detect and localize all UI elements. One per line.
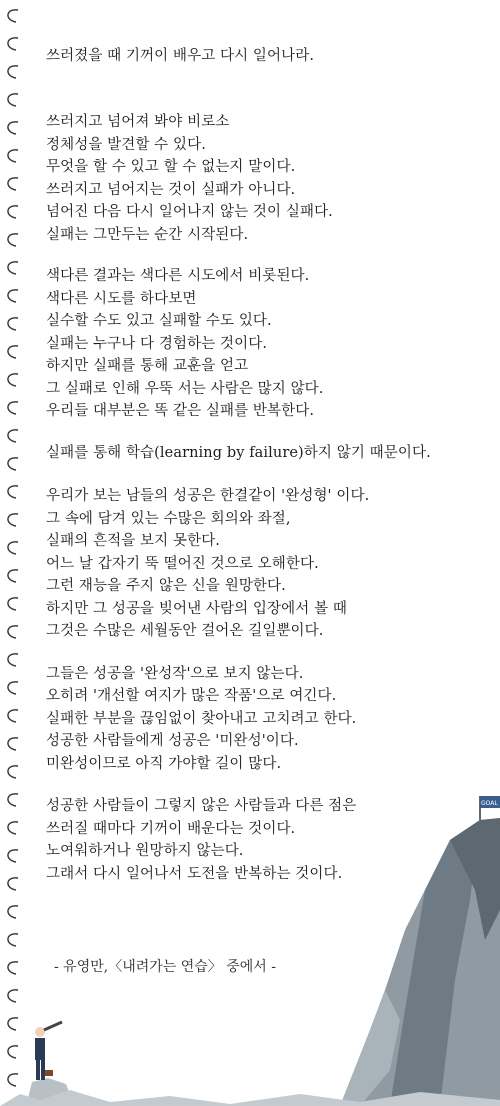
ground-rocks (0, 1080, 500, 1106)
poem-line: 실패는 누구나 다 경험하는 것이다. (46, 336, 268, 352)
poem-line: 그 실패로 인해 우뚝 서는 사람은 많지 않다. (46, 381, 324, 397)
spiral-ring (8, 514, 18, 526)
poem-line: 색다른 결과는 색다른 시도에서 비롯된다. (46, 268, 310, 284)
briefcase-icon (45, 1070, 53, 1076)
poem-line: 실패의 흔적을 보지 못한다. (46, 533, 221, 549)
spiral-ring (8, 682, 18, 694)
spiral-ring (8, 290, 18, 302)
poem-line: 그들은 성공을 '완성작'으로 보지 않는다. (46, 666, 304, 682)
spiral-ring (8, 94, 18, 106)
poem-line: 그런 재능을 주지 않은 신을 원망한다. (46, 578, 286, 594)
poem-line: 실패한 부분을 끊임없이 찾아내고 고치려고 한다. (46, 711, 357, 727)
spiral-ring (8, 934, 18, 946)
poem-line: 하지만 실패를 통해 교훈을 얻고 (46, 358, 249, 374)
spiral-ring (8, 822, 18, 834)
poem-line: 그 속에 담겨 있는 수많은 회의와 좌절, (46, 511, 291, 527)
spiral-ring (8, 122, 18, 134)
spiral-ring (8, 906, 18, 918)
spiral-ring (8, 710, 18, 722)
spiral-ring (8, 598, 18, 610)
poem-line: 그래서 다시 일어나서 도전을 반복하는 것이다. (46, 866, 343, 882)
spiral-ring (8, 178, 18, 190)
spiral-ring (8, 486, 18, 498)
spiral-ring (8, 626, 18, 638)
poem-line: 넘어진 다음 다시 일어나지 않는 것이 실패다. (46, 204, 333, 220)
spiral-ring (8, 990, 18, 1002)
spiral-ring (8, 878, 18, 890)
poem-line: 노여워하거나 원망하지 않는다. (46, 843, 244, 859)
spiral-ring (8, 738, 18, 750)
spiral-ring (8, 570, 18, 582)
mountain-illustration (330, 780, 500, 1106)
poem-line: 우리들 대부분은 똑 같은 실패를 반복한다. (46, 403, 315, 419)
poem-line: 실패는 그만두는 순간 시작된다. (46, 227, 249, 243)
poem-line: 쓰러지고 넘어지는 것이 실패가 아니다. (46, 182, 296, 198)
spiral-ring (8, 318, 18, 330)
poem-line: 하지만 그 성공을 빚어낸 사람의 입장에서 볼 때 (46, 601, 347, 617)
poem-line: 성공한 사람들이 그렇지 않은 사람들과 다른 점은 (46, 798, 357, 814)
spiral-ring (8, 1018, 18, 1030)
spiral-ring (8, 850, 18, 862)
spiral-ring (8, 654, 18, 666)
poem-line: 무엇을 할 수 있고 할 수 없는지 말이다. (46, 159, 296, 175)
poem-line: 오히려 '개선할 여지가 많은 작품'으로 여긴다. (46, 688, 337, 704)
spiral-ring (8, 1046, 18, 1058)
spiral-ring (8, 66, 18, 78)
spiral-ring (8, 402, 18, 414)
spiral-ring (8, 542, 18, 554)
spiral-ring (8, 766, 18, 778)
spiral-ring (8, 10, 18, 22)
poem-line: 우리가 보는 남들의 성공은 한결같이 '완성형' 이다. (46, 488, 370, 504)
poem-line: 쓰러질 때마다 기꺼이 배운다는 것이다. (46, 821, 296, 837)
spiral-ring (8, 430, 18, 442)
poem-line: 쓰러졌을 때 기꺼이 배우고 다시 일어나라. (46, 48, 315, 64)
poem-line: 색다른 시도를 하다보면 (46, 291, 197, 307)
poem-line: 성공한 사람들에게 성공은 '미완성'이다. (46, 733, 299, 749)
spiral-ring (8, 962, 18, 974)
poem-line: 미완성이므로 아직 가야할 길이 많다. (46, 756, 282, 772)
poem-line: 어느 날 갑자기 뚝 떨어진 것으로 오해한다. (46, 556, 319, 572)
spiral-ring (8, 794, 18, 806)
spiral-ring (8, 206, 18, 218)
poem-line: 실패를 통해 학습(learning by failure)하지 않기 때문이다. (46, 445, 431, 461)
poem-line: 그것은 수많은 세월동안 걸어온 길일뿐이다. (46, 623, 324, 639)
spiral-ring (8, 38, 18, 50)
poem-line: 쓰러지고 넘어져 봐야 비로소 (46, 114, 230, 130)
source-citation: - 유영만,〈내려가는 연습〉 중에서 - (54, 959, 276, 975)
flag-label: GOAL (481, 800, 498, 807)
spiral-ring (8, 262, 18, 274)
spiral-ring (8, 346, 18, 358)
telescope-icon (44, 1022, 62, 1030)
spiral-binding (0, 0, 40, 1106)
poem-line: 실수할 수도 있고 실패할 수도 있다. (46, 313, 272, 329)
poem-line: 정체성을 발견할 수 있다. (46, 137, 206, 153)
spiral-ring (8, 234, 18, 246)
spiral-ring (8, 150, 18, 162)
spiral-ring (8, 458, 18, 470)
spiral-ring (8, 374, 18, 386)
